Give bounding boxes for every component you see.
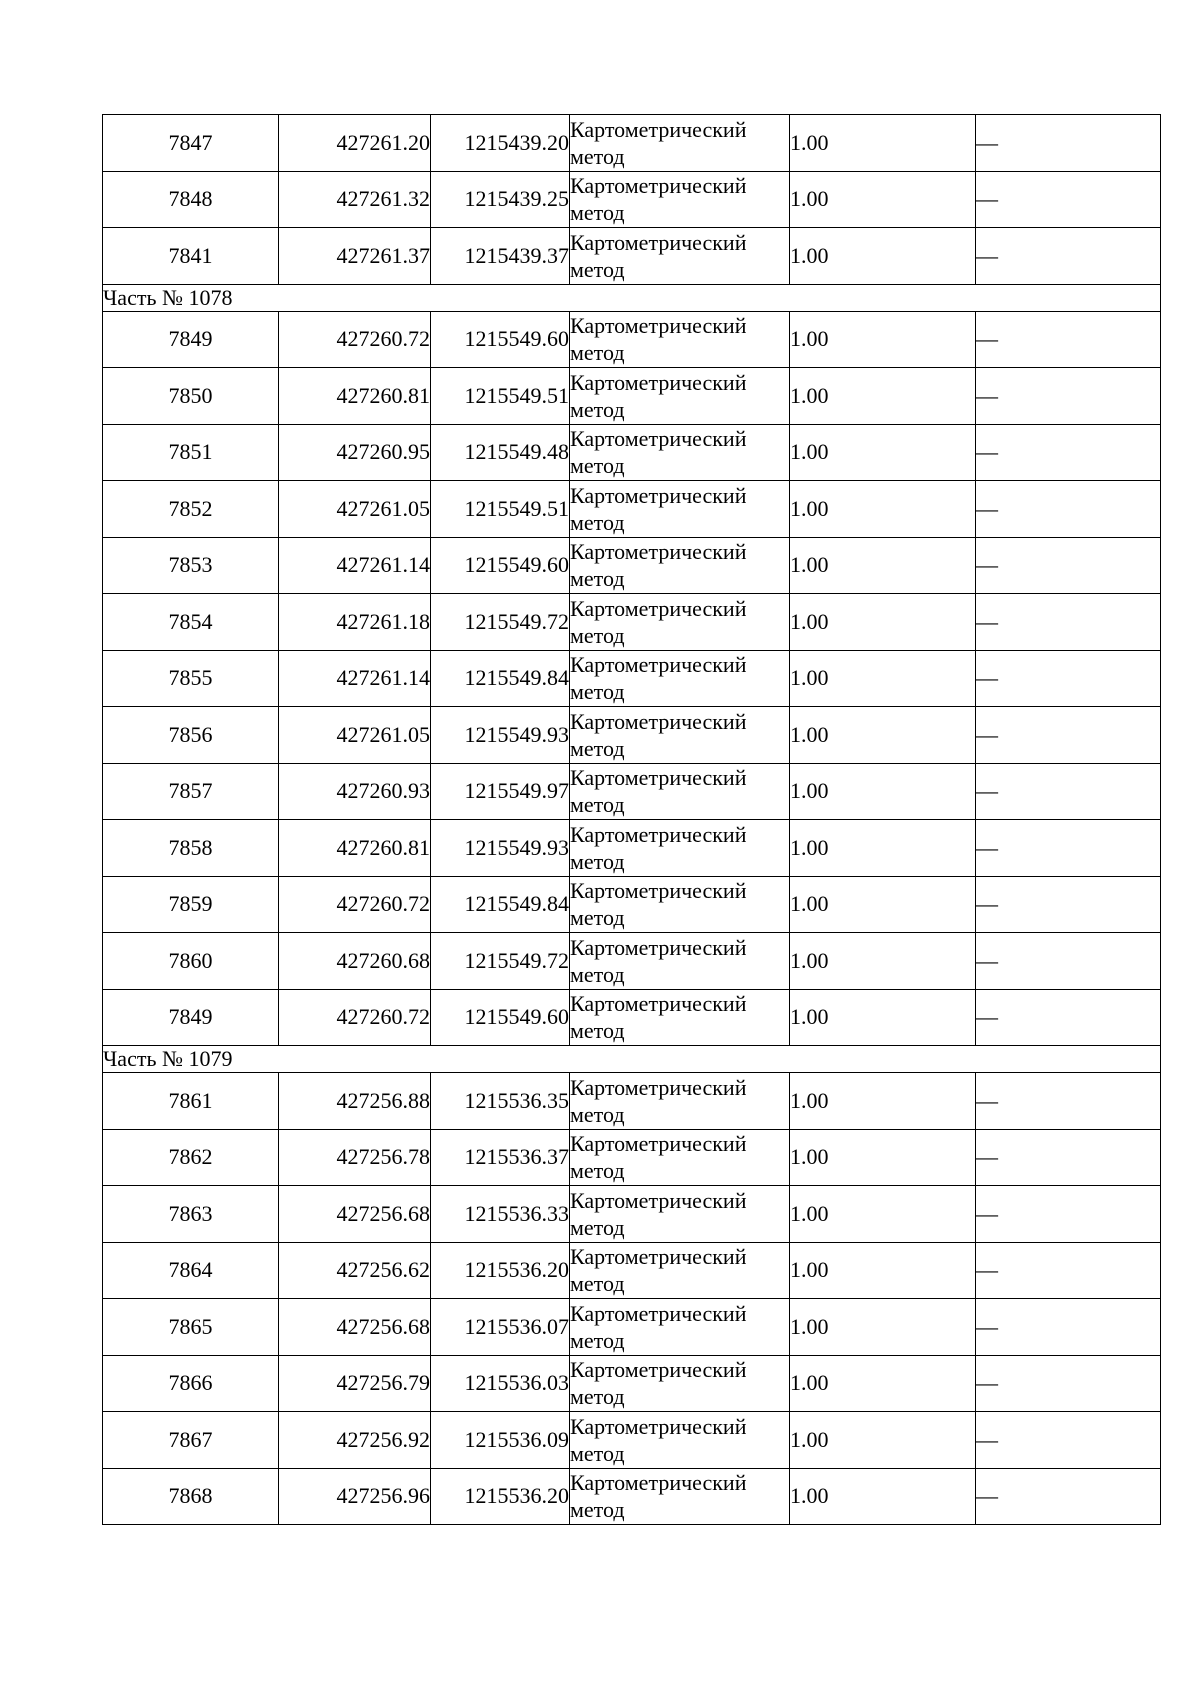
accuracy-cell: 1.00: [790, 1242, 976, 1299]
method-line-2: метод: [570, 200, 625, 226]
x-coordinate-cell: 427261.20: [279, 115, 431, 172]
method-line-1: Картометрический: [570, 1074, 747, 1100]
method-cell: [570, 876, 790, 933]
table-row: [103, 368, 1161, 425]
y-coordinate-cell: 1215549.72: [431, 594, 570, 651]
method-cell: [570, 171, 790, 228]
y-coordinate-cell: 1215536.07: [431, 1299, 570, 1356]
point-number-cell: 7852: [103, 481, 279, 538]
point-number-cell: 7858: [103, 820, 279, 877]
y-coordinate-cell: 1215536.35: [431, 1073, 570, 1130]
description-cell: —: [976, 989, 1161, 1046]
method-cell: [570, 933, 790, 990]
y-coordinate-cell: 1215536.09: [431, 1412, 570, 1469]
table-row: [103, 424, 1161, 481]
section-title: Часть № 1078: [103, 284, 1161, 311]
description-cell: —: [976, 311, 1161, 368]
method-cell: [570, 424, 790, 481]
point-number-cell: 7868: [103, 1468, 279, 1525]
point-number-cell: 7841: [103, 228, 279, 285]
method-line-2: метод: [570, 1018, 625, 1044]
method-cell: [570, 368, 790, 425]
table-row: [103, 594, 1161, 651]
section-title: Часть № 1079: [103, 1046, 1161, 1073]
table-row: [103, 1468, 1161, 1525]
description-cell: —: [976, 763, 1161, 820]
point-number-cell: 7866: [103, 1355, 279, 1412]
method-line-2: метод: [570, 735, 625, 761]
point-number-cell: 7847: [103, 115, 279, 172]
description-cell: —: [976, 594, 1161, 651]
table-row: [103, 1073, 1161, 1130]
method-line-2: метод: [570, 1101, 625, 1127]
accuracy-cell: 1.00: [790, 594, 976, 651]
method-line-1: Картометрический: [570, 369, 747, 395]
table-row: [103, 171, 1161, 228]
description-cell: —: [976, 424, 1161, 481]
method-cell: [570, 481, 790, 538]
y-coordinate-cell: 1215536.20: [431, 1468, 570, 1525]
method-line-2: метод: [570, 1384, 625, 1410]
method-line-2: метод: [570, 905, 625, 931]
method-line-1: Картометрический: [570, 934, 747, 960]
table-row: [103, 311, 1161, 368]
accuracy-cell: 1.00: [790, 228, 976, 285]
method-line-1: Картометрический: [570, 539, 747, 565]
accuracy-cell: 1.00: [790, 707, 976, 764]
description-cell: —: [976, 368, 1161, 425]
point-number-cell: 7854: [103, 594, 279, 651]
accuracy-cell: 1.00: [790, 368, 976, 425]
x-coordinate-cell: 427260.93: [279, 763, 431, 820]
y-coordinate-cell: 1215549.51: [431, 368, 570, 425]
description-cell: —: [976, 650, 1161, 707]
point-number-cell: 7849: [103, 311, 279, 368]
accuracy-cell: 1.00: [790, 1355, 976, 1412]
y-coordinate-cell: 1215536.03: [431, 1355, 570, 1412]
y-coordinate-cell: 1215549.51: [431, 481, 570, 538]
method-cell: [570, 707, 790, 764]
accuracy-cell: 1.00: [790, 876, 976, 933]
description-cell: —: [976, 707, 1161, 764]
method-line-1: Картометрический: [570, 1244, 747, 1270]
point-number-cell: 7863: [103, 1186, 279, 1243]
y-coordinate-cell: 1215536.37: [431, 1129, 570, 1186]
method-cell: [570, 1355, 790, 1412]
x-coordinate-cell: 427260.81: [279, 820, 431, 877]
y-coordinate-cell: 1215439.37: [431, 228, 570, 285]
accuracy-cell: 1.00: [790, 424, 976, 481]
x-coordinate-cell: 427261.18: [279, 594, 431, 651]
method-line-1: Картометрический: [570, 708, 747, 734]
description-cell: —: [976, 1073, 1161, 1130]
description-cell: —: [976, 481, 1161, 538]
section-row: [103, 284, 1161, 311]
description-cell: —: [976, 933, 1161, 990]
accuracy-cell: 1.00: [790, 1412, 976, 1469]
method-line-1: Картометрический: [570, 821, 747, 847]
method-line-2: метод: [570, 340, 625, 366]
x-coordinate-cell: 427256.92: [279, 1412, 431, 1469]
point-number-cell: 7859: [103, 876, 279, 933]
description-cell: —: [976, 820, 1161, 877]
y-coordinate-cell: 1215549.84: [431, 650, 570, 707]
y-coordinate-cell: 1215536.33: [431, 1186, 570, 1243]
method-line-1: Картометрический: [570, 1187, 747, 1213]
method-line-2: метод: [570, 256, 625, 282]
point-number-cell: 7850: [103, 368, 279, 425]
point-number-cell: 7865: [103, 1299, 279, 1356]
method-line-1: Картометрический: [570, 1413, 747, 1439]
table-row: [103, 1299, 1161, 1356]
y-coordinate-cell: 1215549.72: [431, 933, 570, 990]
x-coordinate-cell: 427256.78: [279, 1129, 431, 1186]
method-cell: [570, 1412, 790, 1469]
method-line-2: метод: [570, 509, 625, 535]
table-row: [103, 1355, 1161, 1412]
coordinates-table-body: [103, 115, 1161, 1525]
accuracy-cell: 1.00: [790, 481, 976, 538]
point-number-cell: 7857: [103, 763, 279, 820]
x-coordinate-cell: 427256.68: [279, 1186, 431, 1243]
table-row: [103, 820, 1161, 877]
method-line-1: Картометрический: [570, 313, 747, 339]
method-line-1: Картометрический: [570, 1357, 747, 1383]
method-line-1: Картометрический: [570, 116, 747, 142]
method-line-2: метод: [570, 453, 625, 479]
method-cell: [570, 115, 790, 172]
table-row: [103, 876, 1161, 933]
y-coordinate-cell: 1215439.25: [431, 171, 570, 228]
accuracy-cell: 1.00: [790, 650, 976, 707]
method-cell: [570, 650, 790, 707]
method-line-2: метод: [570, 1440, 625, 1466]
method-line-2: метод: [570, 792, 625, 818]
description-cell: —: [976, 537, 1161, 594]
accuracy-cell: 1.00: [790, 1468, 976, 1525]
table-row: [103, 1242, 1161, 1299]
point-number-cell: 7855: [103, 650, 279, 707]
method-cell: [570, 311, 790, 368]
method-cell: [570, 820, 790, 877]
method-cell: [570, 228, 790, 285]
point-number-cell: 7853: [103, 537, 279, 594]
method-line-1: Картометрический: [570, 652, 747, 678]
method-line-1: Картометрический: [570, 1131, 747, 1157]
method-line-2: метод: [570, 1271, 625, 1297]
method-line-2: метод: [570, 622, 625, 648]
accuracy-cell: 1.00: [790, 763, 976, 820]
description-cell: —: [976, 1129, 1161, 1186]
y-coordinate-cell: 1215549.60: [431, 537, 570, 594]
accuracy-cell: 1.00: [790, 1129, 976, 1186]
method-cell: [570, 1073, 790, 1130]
method-line-2: метод: [570, 1327, 625, 1353]
accuracy-cell: 1.00: [790, 115, 976, 172]
x-coordinate-cell: 427260.68: [279, 933, 431, 990]
description-cell: —: [976, 1242, 1161, 1299]
method-cell: [570, 1468, 790, 1525]
y-coordinate-cell: 1215439.20: [431, 115, 570, 172]
point-number-cell: 7851: [103, 424, 279, 481]
x-coordinate-cell: 427256.62: [279, 1242, 431, 1299]
point-number-cell: 7861: [103, 1073, 279, 1130]
y-coordinate-cell: 1215549.60: [431, 311, 570, 368]
point-number-cell: 7862: [103, 1129, 279, 1186]
method-line-1: Картометрический: [570, 482, 747, 508]
y-coordinate-cell: 1215549.93: [431, 820, 570, 877]
accuracy-cell: 1.00: [790, 989, 976, 1046]
method-line-2: метод: [570, 566, 625, 592]
description-cell: —: [976, 876, 1161, 933]
accuracy-cell: 1.00: [790, 537, 976, 594]
y-coordinate-cell: 1215549.84: [431, 876, 570, 933]
point-number-cell: 7860: [103, 933, 279, 990]
y-coordinate-cell: 1215549.93: [431, 707, 570, 764]
table-row: [103, 228, 1161, 285]
method-line-2: метод: [570, 1214, 625, 1240]
description-cell: —: [976, 1468, 1161, 1525]
x-coordinate-cell: 427256.88: [279, 1073, 431, 1130]
method-cell: [570, 1129, 790, 1186]
method-line-1: Картометрический: [570, 878, 747, 904]
description-cell: —: [976, 1412, 1161, 1469]
method-cell: [570, 1299, 790, 1356]
method-line-2: метод: [570, 396, 625, 422]
point-number-cell: 7867: [103, 1412, 279, 1469]
table-row: [103, 989, 1161, 1046]
method-line-2: метод: [570, 679, 625, 705]
description-cell: —: [976, 115, 1161, 172]
table-row: [103, 707, 1161, 764]
method-line-1: Картометрический: [570, 173, 747, 199]
method-line-1: Картометрический: [570, 765, 747, 791]
point-number-cell: 7849: [103, 989, 279, 1046]
table-row: [103, 1412, 1161, 1469]
accuracy-cell: 1.00: [790, 820, 976, 877]
x-coordinate-cell: 427260.72: [279, 876, 431, 933]
point-number-cell: 7864: [103, 1242, 279, 1299]
method-line-1: Картометрический: [570, 595, 747, 621]
method-cell: [570, 989, 790, 1046]
x-coordinate-cell: 427261.14: [279, 537, 431, 594]
method-line-1: Картометрический: [570, 426, 747, 452]
method-cell: [570, 1186, 790, 1243]
accuracy-cell: 1.00: [790, 933, 976, 990]
x-coordinate-cell: 427260.95: [279, 424, 431, 481]
method-line-2: метод: [570, 1158, 625, 1184]
y-coordinate-cell: 1215549.48: [431, 424, 570, 481]
method-line-1: Картометрический: [570, 229, 747, 255]
table-row: [103, 537, 1161, 594]
method-cell: [570, 763, 790, 820]
method-line-2: метод: [570, 848, 625, 874]
y-coordinate-cell: 1215536.20: [431, 1242, 570, 1299]
x-coordinate-cell: 427261.05: [279, 707, 431, 764]
method-line-1: Картометрический: [570, 1470, 747, 1496]
method-line-1: Картометрический: [570, 991, 747, 1017]
x-coordinate-cell: 427260.72: [279, 989, 431, 1046]
description-cell: —: [976, 1355, 1161, 1412]
table-row: [103, 763, 1161, 820]
description-cell: —: [976, 171, 1161, 228]
method-cell: [570, 1242, 790, 1299]
x-coordinate-cell: 427261.32: [279, 171, 431, 228]
x-coordinate-cell: 427261.05: [279, 481, 431, 538]
accuracy-cell: 1.00: [790, 171, 976, 228]
table-row: [103, 650, 1161, 707]
table-row: [103, 1129, 1161, 1186]
description-cell: —: [976, 228, 1161, 285]
x-coordinate-cell: 427256.79: [279, 1355, 431, 1412]
method-cell: [570, 594, 790, 651]
accuracy-cell: 1.00: [790, 1299, 976, 1356]
point-number-cell: 7848: [103, 171, 279, 228]
method-line-1: Картометрический: [570, 1300, 747, 1326]
method-line-2: метод: [570, 143, 625, 169]
method-line-2: метод: [570, 1497, 625, 1523]
accuracy-cell: 1.00: [790, 311, 976, 368]
coordinates-table: [102, 114, 1161, 1525]
x-coordinate-cell: 427260.81: [279, 368, 431, 425]
accuracy-cell: 1.00: [790, 1073, 976, 1130]
table-row: [103, 1186, 1161, 1243]
table-row: [103, 933, 1161, 990]
x-coordinate-cell: 427261.37: [279, 228, 431, 285]
description-cell: —: [976, 1299, 1161, 1356]
x-coordinate-cell: 427256.96: [279, 1468, 431, 1525]
description-cell: —: [976, 1186, 1161, 1243]
x-coordinate-cell: 427260.72: [279, 311, 431, 368]
table-row: [103, 481, 1161, 538]
method-line-2: метод: [570, 961, 625, 987]
y-coordinate-cell: 1215549.60: [431, 989, 570, 1046]
x-coordinate-cell: 427256.68: [279, 1299, 431, 1356]
y-coordinate-cell: 1215549.97: [431, 763, 570, 820]
method-cell: [570, 537, 790, 594]
point-number-cell: 7856: [103, 707, 279, 764]
section-row: [103, 1046, 1161, 1073]
accuracy-cell: 1.00: [790, 1186, 976, 1243]
table-row: [103, 115, 1161, 172]
x-coordinate-cell: 427261.14: [279, 650, 431, 707]
